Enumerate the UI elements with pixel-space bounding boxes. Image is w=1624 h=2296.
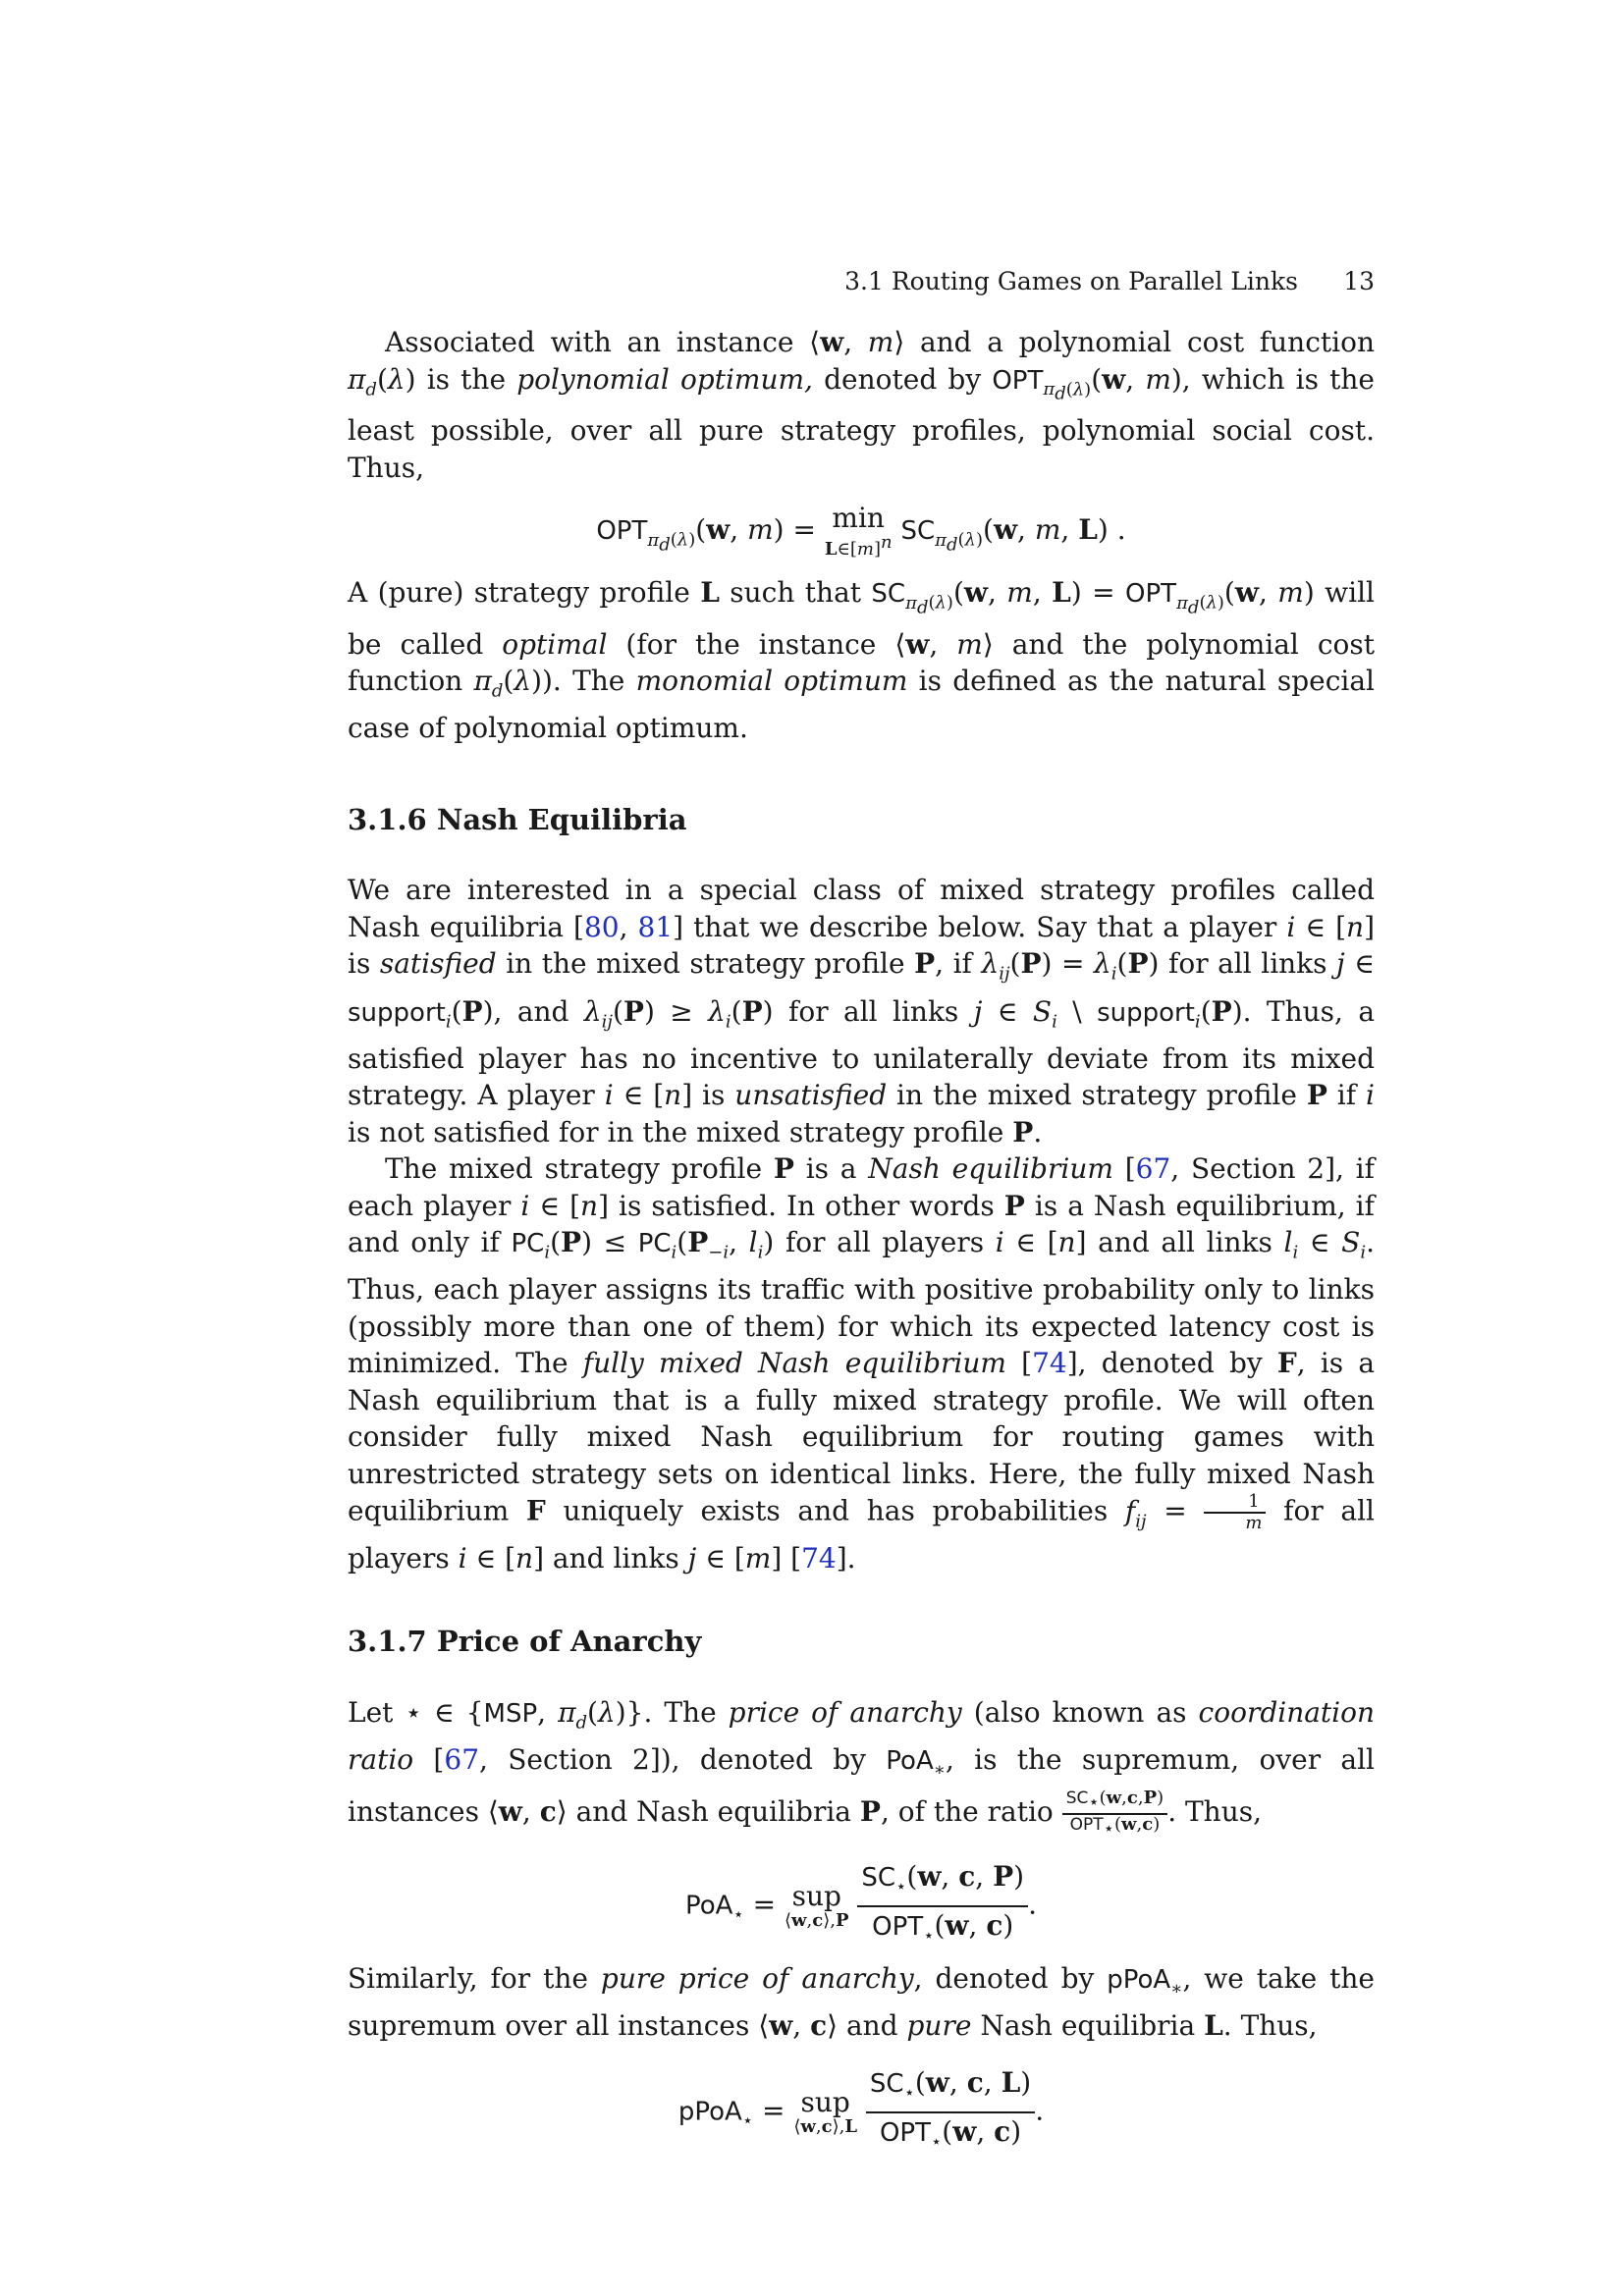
page-body	[348, 324, 1375, 2155]
running-header	[348, 267, 1375, 306]
paragraph-satisfied-player: We are interested in a special class of mixed strategy profiles called Nash equilibria [80, 81] that we describe below. Say that a player i ∈ [n] is satisfied in the mixed strategy profile P, if $\lambda_{ij}(P) = \lambda_i(P)$ for all links j ∈ support$_i$(P), and $\lambda_{ij}(P) \ge \lambda_i(P)$ for all links j ∈ $S_i$ \ support$_i$(P). Thus, a satisfied player has no incentive to unilaterally deviate from its mixed strategy. A player i ∈ [n] is unsatisfied in the mixed strategy profile P if i is not satisfied for in the mixed strategy profile P.	[348, 874, 1376, 1148]
section-heading-price-of-anarchy: 3.1.7 Price of Anarchy	[348, 1625, 702, 1659]
paragraph-optimal-profile: A (pure) strategy profile L such that $SC_{\pi_d(\lambda)}(w$, m, $L) = OPT_{\pi_d(\lambda)}(w$, m) will be called optimal (for the instance ⟨w, m⟩ and the polynomial cost function $\pi_d(\lambda)$). The monomial optimum is defined as the natural special case of polynomial optimum.	[348, 576, 1376, 745]
section-heading-nash-equilibria: 3.1.6 Nash Equilibria	[348, 802, 687, 836]
citation-link[interactable]: 67	[1135, 1152, 1171, 1186]
equation-ppoa: pPoA$_⋆$ = sup ⟨w,c⟩,L $\frac{SC_⋆(w, c, L)}{OPT_⋆(w, c)}$ .	[677, 2065, 1045, 2153]
citation-link[interactable]: 80	[583, 910, 620, 943]
citation-link[interactable]: 74	[801, 1541, 837, 1575]
citation-link[interactable]: 74	[1032, 1347, 1067, 1380]
equation-poa: PoA$_⋆$ = sup ⟨w,c⟩,P $\frac{SC_⋆(w, c, P)}{OPT_⋆(w, c)}$ .	[684, 1860, 1038, 1947]
page-number: 13	[1343, 267, 1375, 295]
citation-link[interactable]: 81	[637, 910, 674, 943]
citation-link[interactable]: 67	[444, 1742, 480, 1776]
paragraph-pure-price-of-anarchy: Similarly, for the pure price of anarchy, denoted by pPoA$_∗$, we take the supremum over all instances ⟨w, c⟩ and pure Nash equilibria L. Thus,	[348, 1962, 1376, 2043]
paragraph-nash-equilibrium: The mixed strategy profile P is a Nash equilibrium [67, Section 2], if each player i ∈ [n] is satisfied. In other words P is a Nash equilibrium, if and only if $PC_i(P) \le PC_i(P_{-i}$, $l_i$) for all players i ∈ [n] and all links $l_i$ ∈ $S_i$. Thus, each player assigns its traffic with positive probability only to links (possibly more than one of them) for which its expected latency cost is minimized. The fully mixed Nash equilibrium [74], denoted by F, is a Nash equilibrium that is a fully mixed strategy profile. We will often consider fully mixed Nash equilibrium for routing games with unrestricted strategy sets on identical links. Here, the fully mixed Nash equilibrium F uniquely exists and has probabilities $f_{ij}$ = $\frac{1}{m}$ for all players i ∈ [n] and links j ∈ [m] [74].	[348, 1152, 1376, 1575]
running-title: 3.1 Routing Games on Parallel Links	[844, 267, 1298, 295]
paragraph-polynomial-optimum: Associated with an instance ⟨w, m⟩ and a polynomial cost function $\pi_d(\lambda)$ is the polynomial optimum, denoted by $OPT_{\pi_d(\lambda)}(w$, m), which is the least possible, over all pure strategy profiles, polynomial social cost. Thus,	[348, 326, 1376, 484]
paragraph-price-of-anarchy: Let ⋆ ∈ {MSP, $\pi_d(\lambda)$}. The price of anarchy (also known as coordination ratio [67, Section 2]), denoted by PoA$_∗$, is the supremum, over all instances ⟨w, c⟩ and Nash equilibria P, of the ratio $\frac{SC_⋆(w,c,P)}{OPT_⋆(w,c)}$ . Thus,	[348, 1695, 1376, 1840]
equation-opt: $OPT_{\pi_d(\lambda)}(w$, m) = min $L\in[m]^n$ $SC_{\pi_d(\lambda)}(w$, m, L) .	[596, 502, 1126, 561]
